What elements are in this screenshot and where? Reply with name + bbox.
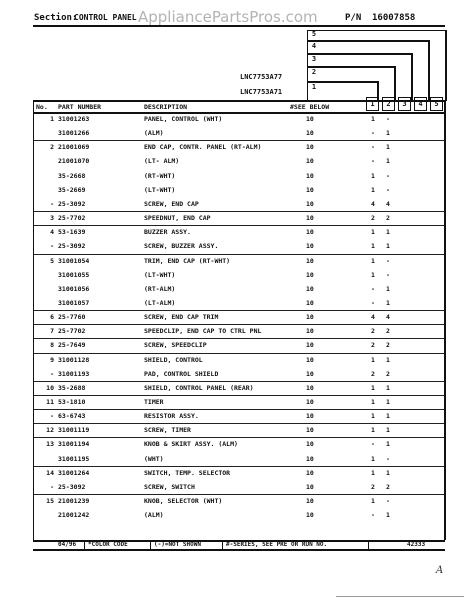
row-item-number: 14: [46, 468, 54, 477]
row-model-1-qty: 1: [371, 242, 375, 251]
row-model-1-qty: 2: [371, 341, 375, 350]
row-model-1-qty: 2: [371, 369, 375, 378]
row-item-number: 2: [50, 143, 54, 152]
row-see-below: 10: [306, 298, 314, 307]
row-see-below: 10: [306, 468, 314, 477]
row-see-below: 10: [306, 426, 314, 435]
row-model-2-qty: -: [386, 497, 390, 506]
model-col-3: 3: [398, 97, 411, 111]
row-part-number: 25-3092: [58, 242, 86, 251]
row-description: TIMER: [144, 398, 164, 406]
row-description: PAD, CONTROL SHIELD: [144, 369, 219, 378]
row-item-number: 8: [50, 341, 54, 350]
row-model-1-qty: -: [371, 298, 375, 307]
row-description: SCREW, END CAP: [144, 199, 199, 208]
row-see-below: 10: [306, 214, 314, 223]
row-model-2-qty: 4: [386, 313, 390, 322]
row-item-number: 12: [46, 426, 54, 435]
row-part-number: 63-6743: [58, 412, 86, 421]
row-model-1-qty: 1: [371, 115, 375, 123]
row-part-number: 25-7760: [58, 313, 86, 322]
row-part-number: 35-2688: [58, 383, 86, 392]
row-part-number: 53-1810: [58, 398, 86, 406]
footer-divider-2: [150, 540, 151, 549]
row-model-1-qty: 1: [371, 454, 375, 463]
row-model-2-qty: -: [386, 256, 390, 265]
row-description: SHIELD, CONTROL: [144, 355, 203, 364]
row-item-number: 10: [46, 383, 54, 392]
row-see-below: 10: [306, 369, 314, 378]
footer-divider-4: [368, 540, 369, 549]
row-model-2-qty: -: [386, 270, 390, 279]
row-see-below: 10: [306, 398, 314, 406]
row-model-2-qty: 1: [386, 298, 390, 307]
row-model-1-qty: 1: [371, 426, 375, 435]
row-model-2-qty: 2: [386, 369, 390, 378]
row-item-number: 6: [50, 313, 54, 322]
row-model-2-qty: 1: [386, 157, 390, 166]
row-model-1-qty: 1: [371, 171, 375, 180]
box-number-2: 2: [311, 68, 317, 76]
row-model-2-qty: 1: [386, 426, 390, 435]
row-item-number: -: [50, 369, 54, 378]
row-part-number: 31001054: [58, 256, 90, 265]
watermark: AppliancePartsPros.com: [138, 8, 318, 26]
row-model-1-qty: 1: [371, 228, 375, 237]
row-item-number: -: [50, 482, 54, 491]
row-model-2-qty: 1: [386, 440, 390, 449]
row-model-2-qty: 1: [386, 129, 390, 138]
row-part-number: 25-3092: [58, 482, 86, 491]
row-part-number: 21001239: [58, 497, 90, 506]
row-model-1-qty: 2: [371, 482, 375, 491]
row-part-number: 35-2669: [58, 185, 86, 194]
row-part-number: 35-2668: [58, 171, 86, 180]
row-model-1-qty: 1: [371, 468, 375, 477]
row-description: SHIELD, CONTROL PANEL (REAR): [144, 383, 254, 392]
row-see-below: 10: [306, 242, 314, 251]
model-col-4: 4: [414, 97, 427, 111]
row-see-below: 10: [306, 284, 314, 293]
row-part-number: 31001266: [58, 129, 90, 138]
col-header-no: No.: [36, 103, 48, 111]
row-model-2-qty: 2: [386, 327, 390, 336]
row-model-1-qty: -: [371, 284, 375, 293]
row-model-1-qty: -: [371, 129, 375, 138]
row-model-2-qty: 1: [386, 511, 390, 520]
row-description: SPEEDNUT, END CAP: [144, 214, 211, 223]
row-see-below: 10: [306, 355, 314, 364]
row-see-below: 10: [306, 511, 314, 520]
row-part-number: 21001242: [58, 511, 90, 520]
row-model-2-qty: 2: [386, 341, 390, 350]
section-name: CONTROL PANEL: [74, 13, 137, 22]
row-model-2-qty: 2: [386, 214, 390, 223]
table-frame: [33, 100, 446, 540]
footer-color-code: *COLOR CODE: [88, 541, 128, 548]
row-part-number: 25-3092: [58, 199, 86, 208]
row-see-below: 10: [306, 313, 314, 322]
model-name-2: LNC7753A71: [240, 88, 283, 96]
row-description: END CAP, CONTR. PANEL (RT-ALM): [144, 143, 262, 152]
footer-rule-bottom: [33, 549, 445, 551]
row-description: KNOB, SELECTOR (WHT): [144, 497, 223, 506]
footer-divider-1: [84, 540, 85, 549]
row-part-number: 31001056: [58, 284, 90, 293]
row-model-1-qty: 4: [371, 199, 375, 208]
col-header-part-number: PART NUMBER: [58, 103, 102, 111]
footer-series-note: #-SERIES, SEE PRE OR RUN NO.: [226, 541, 328, 548]
row-model-1-qty: 2: [371, 214, 375, 223]
row-see-below: 10: [306, 171, 314, 180]
row-see-below: 10: [306, 115, 314, 123]
row-part-number: 21001069: [58, 143, 90, 152]
row-part-number: 31001055: [58, 270, 90, 279]
model-col-5: 5: [430, 97, 443, 111]
row-model-2-qty: 1: [386, 412, 390, 421]
row-item-number: 9: [50, 355, 54, 364]
row-see-below: 10: [306, 383, 314, 392]
row-model-2-qty: -: [386, 171, 390, 180]
row-part-number: 31001193: [58, 369, 90, 378]
row-model-2-qty: 1: [386, 355, 390, 364]
row-see-below: 10: [306, 185, 314, 194]
row-part-number: 31001263: [58, 115, 90, 123]
row-item-number: 15: [46, 497, 54, 506]
row-model-1-qty: -: [371, 511, 375, 520]
row-description: (WHT): [144, 454, 164, 463]
row-model-2-qty: 1: [386, 468, 390, 477]
row-description: SCREW, SWITCH: [144, 482, 195, 491]
row-part-number: 31001194: [58, 440, 90, 449]
row-description: SPEEDCLIP, END CAP TO CTRL PNL: [144, 327, 262, 336]
box-number-5: 5: [311, 30, 317, 38]
row-part-number: 31001119: [58, 426, 90, 435]
row-model-1-qty: 1: [371, 355, 375, 364]
row-see-below: 10: [306, 228, 314, 237]
pn-value: 16007858: [372, 13, 416, 23]
row-see-below: 10: [306, 497, 314, 506]
row-item-number: -: [50, 242, 54, 251]
row-description: SWITCH, TEMP. SELECTOR: [144, 468, 231, 477]
row-item-number: -: [50, 199, 54, 208]
row-item-number: 7: [50, 327, 54, 336]
row-part-number: 21001070: [58, 157, 90, 166]
row-model-1-qty: -: [371, 143, 375, 152]
row-item-number: 3: [50, 214, 54, 223]
row-part-number: 31001057: [58, 298, 90, 307]
row-model-2-qty: 1: [386, 284, 390, 293]
scan-edge: [336, 596, 464, 597]
row-see-below: 10: [306, 482, 314, 491]
row-see-below: 10: [306, 412, 314, 421]
pn-label: P/N: [345, 13, 362, 23]
row-item-number: 5: [50, 256, 54, 265]
row-model-1-qty: 1: [371, 270, 375, 279]
row-description: (ALM): [144, 129, 164, 138]
row-part-number: 31001195: [58, 454, 90, 463]
row-model-1-qty: 1: [371, 497, 375, 506]
row-part-number: 25-7649: [58, 341, 86, 350]
row-item-number: 1: [50, 115, 54, 123]
row-model-2-qty: -: [386, 454, 390, 463]
row-model-2-qty: 2: [386, 482, 390, 491]
row-description: RESISTOR ASSY.: [144, 412, 199, 421]
row-model-1-qty: 4: [371, 313, 375, 322]
row-model-1-qty: 1: [371, 256, 375, 265]
row-model-2-qty: -: [386, 185, 390, 194]
row-model-1-qty: -: [371, 440, 375, 449]
row-see-below: 10: [306, 199, 314, 208]
footer-date: 04/96: [58, 541, 77, 548]
footer-page-number: 42333: [407, 541, 426, 548]
row-description: (LT- ALM): [144, 157, 180, 166]
row-description: PANEL, CONTROL (WHT): [144, 115, 223, 123]
row-see-below: 10: [306, 143, 314, 152]
footer-divider-3: [222, 540, 223, 549]
box-number-3: 3: [311, 55, 317, 63]
row-see-below: 10: [306, 157, 314, 166]
model-col-1: 1: [366, 97, 379, 111]
row-description: (RT-ALM): [144, 284, 176, 293]
row-model-1-qty: 2: [371, 327, 375, 336]
row-see-below: 10: [306, 341, 314, 350]
box-number-4: 4: [311, 42, 317, 50]
row-item-number: 11: [46, 398, 54, 406]
row-model-2-qty: 1: [386, 383, 390, 392]
row-description: (ALM): [144, 511, 164, 520]
row-description: (LT-WHT): [144, 185, 176, 194]
section-label: Section:: [34, 13, 78, 23]
row-model-2-qty: 1: [386, 242, 390, 251]
row-see-below: 10: [306, 256, 314, 265]
row-item-number: 4: [50, 228, 54, 237]
row-part-number: 25-7702: [58, 327, 86, 336]
row-item-number: -: [50, 412, 54, 421]
row-description: SCREW, BUZZER ASSY.: [144, 242, 219, 251]
row-model-1-qty: 1: [371, 412, 375, 421]
row-see-below: 10: [306, 270, 314, 279]
row-model-2-qty: 4: [386, 199, 390, 208]
row-model-1-qty: 1: [371, 383, 375, 392]
row-item-number: 13: [46, 440, 54, 449]
corner-handwritten-mark: A: [436, 565, 444, 576]
row-see-below: 10: [306, 129, 314, 138]
col-header-description: DESCRIPTION: [144, 103, 188, 111]
model-col-2: 2: [382, 97, 395, 111]
row-description: SCREW, SPEEDCLIP: [144, 341, 207, 350]
row-description: (RT-WHT): [144, 171, 176, 180]
row-model-2-qty: 1: [386, 228, 390, 237]
row-description: BUZZER ASSY.: [144, 228, 191, 237]
row-model-1-qty: 1: [371, 185, 375, 194]
row-see-below: 10: [306, 454, 314, 463]
row-model-2-qty: -: [386, 115, 390, 123]
row-part-number: 31001264: [58, 468, 90, 477]
col-header-see-below: #SEE BELOW: [290, 103, 330, 111]
row-description: (LT-ALM): [144, 298, 176, 307]
row-model-1-qty: 1: [371, 398, 375, 406]
row-description: KNOB & SKIRT ASSY. (ALM): [144, 440, 238, 449]
row-model-2-qty: 1: [386, 398, 390, 406]
row-description: TRIM, END CAP (RT-WHT): [144, 256, 231, 265]
model-name-1: LNC7753A77: [240, 73, 283, 81]
header-rule: [33, 25, 445, 27]
row-description: SCREW, END CAP TRIM: [144, 313, 219, 322]
row-see-below: 10: [306, 440, 314, 449]
row-description: SCREW, TIMER: [144, 426, 191, 435]
row-part-number: 25-7702: [58, 214, 86, 223]
footer-not-shown: (-)=NOT SHOWN: [154, 541, 201, 548]
row-see-below: 10: [306, 327, 314, 336]
row-part-number: 53-1639: [58, 228, 86, 237]
row-model-2-qty: 1: [386, 143, 390, 152]
row-part-number: 31001128: [58, 355, 90, 364]
row-description: (LT-WHT): [144, 270, 176, 279]
row-model-1-qty: -: [371, 157, 375, 166]
box-number-1: 1: [311, 83, 317, 91]
